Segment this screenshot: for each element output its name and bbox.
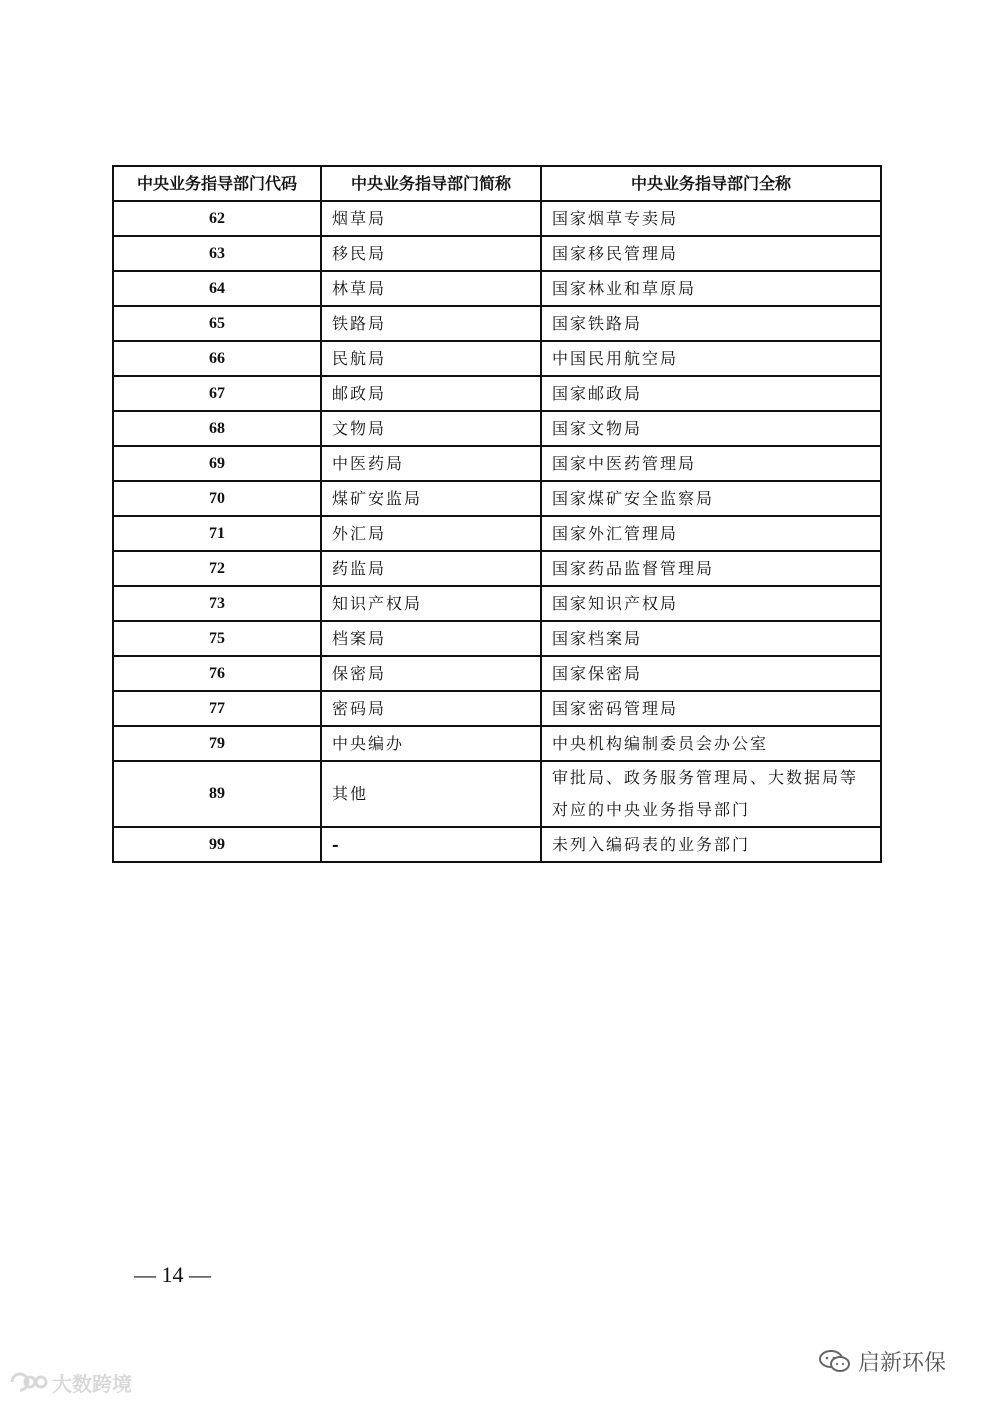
cell-code: 72 [113, 551, 321, 586]
cell-full-name: 国家外汇管理局 [541, 516, 881, 551]
cell-code: 63 [113, 236, 321, 271]
watermark-right [818, 1344, 946, 1378]
cell-full-name: 国家档案局 [541, 621, 881, 656]
watermark-right-text: 启新环保 [858, 1350, 947, 1376]
shield-logo-icon [8, 1369, 48, 1395]
table-row [113, 656, 881, 691]
cell-full-name: 中国民用航空局 [541, 341, 881, 376]
cell-code: 89 [113, 761, 321, 827]
cell-code: 76 [113, 656, 321, 691]
cell-code: 67 [113, 376, 321, 411]
cell-full-name: 国家邮政局 [541, 376, 881, 411]
cell-code: 75 [113, 621, 321, 656]
cell-short-name: 外汇局 [321, 516, 541, 551]
table-row [113, 481, 881, 516]
table-header [113, 166, 881, 201]
table-row [113, 726, 881, 761]
cell-code: 62 [113, 201, 321, 236]
table-row [113, 376, 881, 411]
watermark-left [8, 1368, 132, 1396]
cell-short-name: 保密局 [321, 656, 541, 691]
cell-full-name: 国家煤矿安全监察局 [541, 481, 881, 516]
cell-code: 79 [113, 726, 321, 761]
cell-full-name: 国家林业和草原局 [541, 271, 881, 306]
cell-short-name: 密码局 [321, 691, 541, 726]
table-row [113, 691, 881, 726]
header-row [113, 166, 881, 201]
header-full-name: 中央业务指导部门全称 [541, 166, 881, 201]
department-code-table [112, 165, 882, 863]
cell-code: 66 [113, 341, 321, 376]
table-row [113, 621, 881, 656]
table-row [113, 271, 881, 306]
cell-full-name: 国家铁路局 [541, 306, 881, 341]
cell-short-name: 文物局 [321, 411, 541, 446]
cell-code: 68 [113, 411, 321, 446]
table-row [113, 516, 881, 551]
cell-full-name: 国家知识产权局 [541, 586, 881, 621]
page-number: — 14 — [134, 1262, 211, 1287]
header-short-name: 中央业务指导部门简称 [321, 166, 541, 201]
cell-full-name: 国家药品监督管理局 [541, 551, 881, 586]
table-row [113, 551, 881, 586]
cell-full-name: 国家移民管理局 [541, 236, 881, 271]
cell-short-name: 邮政局 [321, 376, 541, 411]
cell-full-name: 国家保密局 [541, 656, 881, 691]
cell-short-name: 林草局 [321, 271, 541, 306]
cell-full-name: 国家密码管理局 [541, 691, 881, 726]
cell-full-name: 未列入编码表的业务部门 [541, 827, 881, 862]
cell-code: 64 [113, 271, 321, 306]
cell-short-name: 烟草局 [321, 201, 541, 236]
cell-full-name: 国家烟草专卖局 [541, 201, 881, 236]
cell-short-name: 知识产权局 [321, 586, 541, 621]
cell-short-name: 煤矿安监局 [321, 481, 541, 516]
cell-short-name: 药监局 [321, 551, 541, 586]
cell-code: 77 [113, 691, 321, 726]
cell-short-name: 其他 [321, 761, 541, 827]
wechat-icon [818, 1349, 852, 1373]
cell-full-name: 中央机构编制委员会办公室 [541, 726, 881, 761]
cell-code: 70 [113, 481, 321, 516]
table-row [113, 201, 881, 236]
table-row [113, 411, 881, 446]
table-row [113, 306, 881, 341]
watermark-left-text: 大数跨境 [52, 1371, 132, 1396]
table-row [113, 827, 881, 862]
cell-short-name: 移民局 [321, 236, 541, 271]
table-row [113, 586, 881, 621]
cell-short-name: 铁路局 [321, 306, 541, 341]
cell-short-name: 中央编办 [321, 726, 541, 761]
cell-full-name: 国家中医药管理局 [541, 446, 881, 481]
cell-short-name: 民航局 [321, 341, 541, 376]
cell-full-name: 国家文物局 [541, 411, 881, 446]
cell-code: 69 [113, 446, 321, 481]
cell-full-name: 审批局、政务服务管理局、大数据局等对应的中央业务指导部门 [541, 761, 881, 827]
table-row [113, 341, 881, 376]
cell-short-name: - [321, 827, 541, 862]
table-row [113, 761, 881, 827]
cell-code: 99 [113, 827, 321, 862]
table-row [113, 446, 881, 481]
table-row [113, 236, 881, 271]
header-code: 中央业务指导部门代码 [113, 166, 321, 201]
cell-code: 73 [113, 586, 321, 621]
cell-code: 71 [113, 516, 321, 551]
cell-short-name: 中医药局 [321, 446, 541, 481]
cell-code: 65 [113, 306, 321, 341]
cell-short-name: 档案局 [321, 621, 541, 656]
table-body [113, 201, 881, 862]
